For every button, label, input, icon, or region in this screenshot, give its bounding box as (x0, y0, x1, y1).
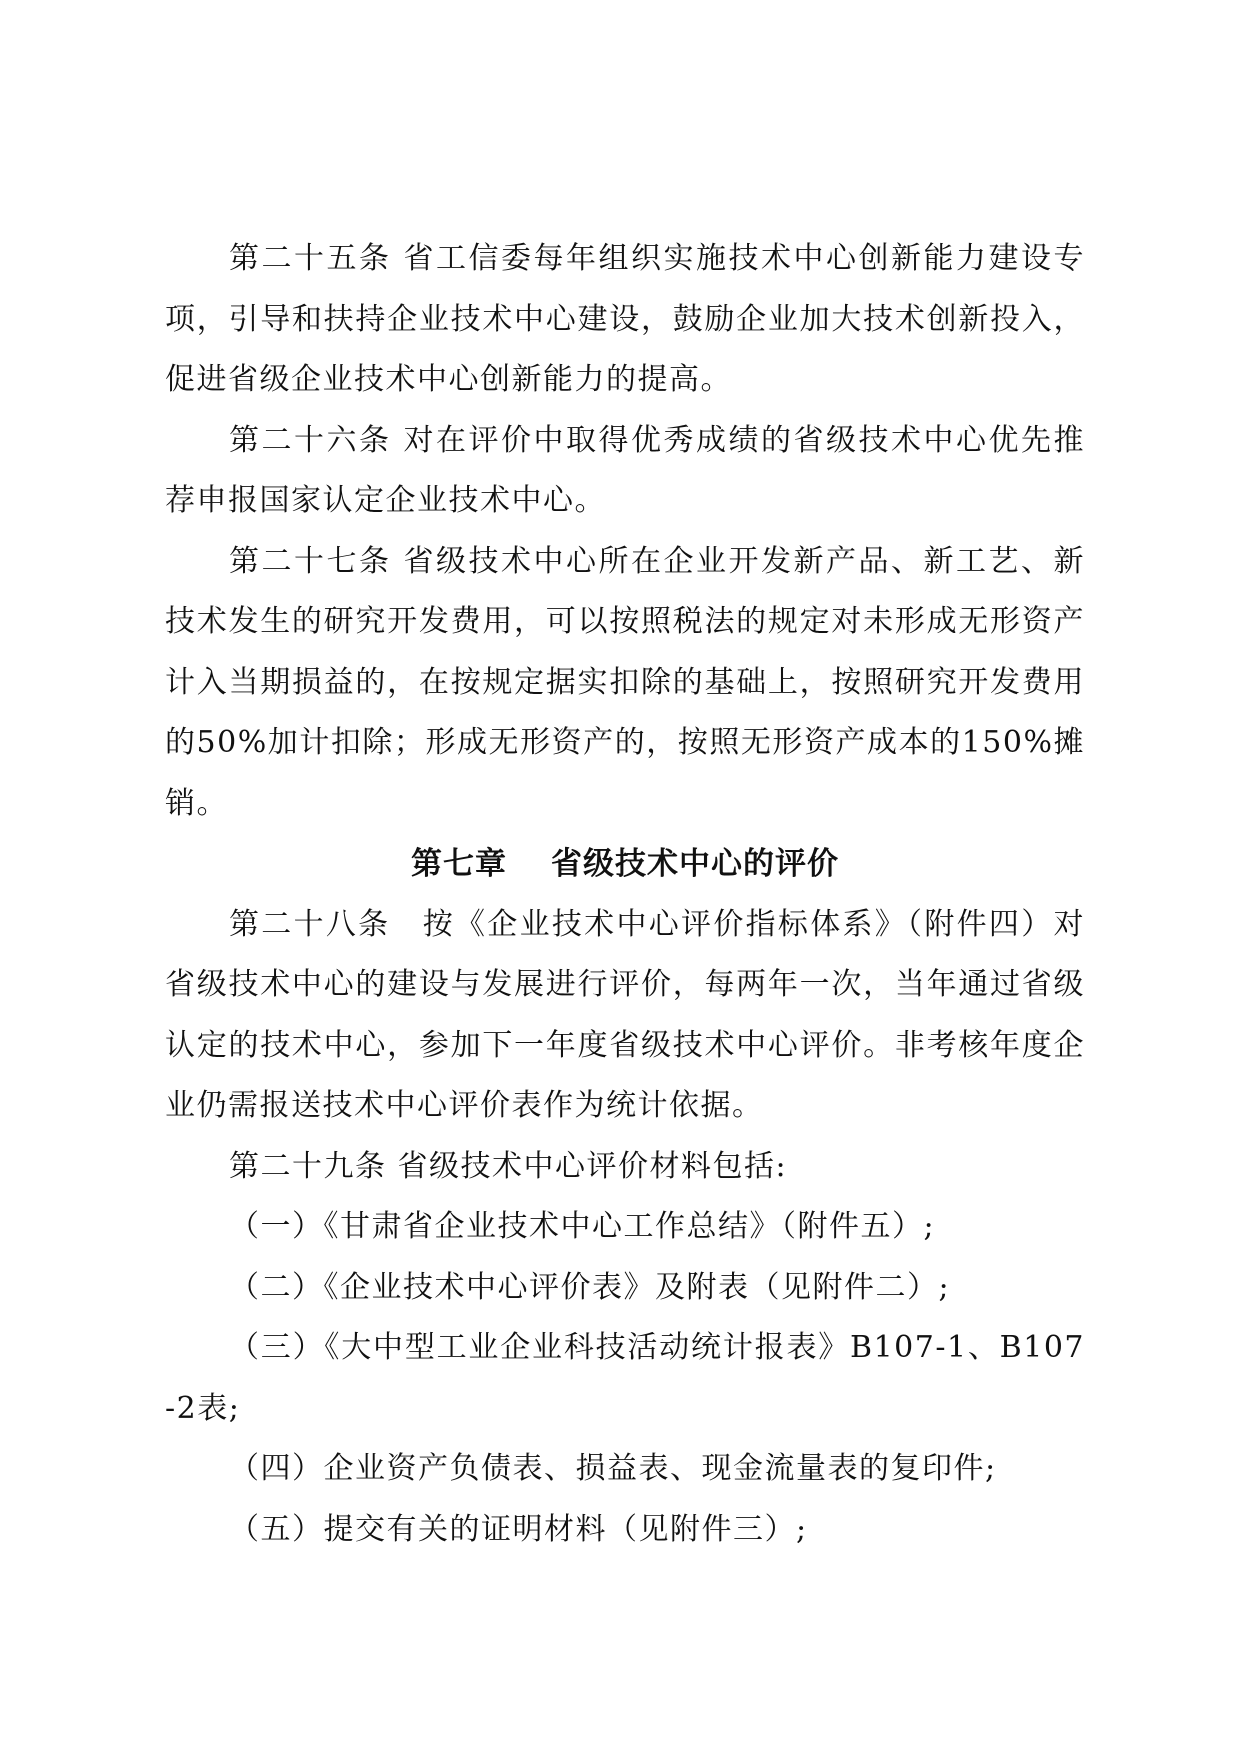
list-item-4: （四）企业资产负债表、损益表、现金流量表的复印件; (229, 1451, 997, 1486)
article-25: 第二十五条 省工信委每年组织实施技术中心创新能力建设专项，引导和扶持企业技术中心建设，鼓励企业加大技术创新投入，促进省级企业技术中心创新能力的提高。 (165, 241, 1085, 397)
list-item-2: （二）《企业技术中心评价表》及附表（见附件二）; (229, 1269, 951, 1305)
article-27: 第二十七条 省级技术中心所在企业开发新产品、新工艺、新技术发生的研究开发费用，可以按照税法的规定对未形成无形资产计入当期损益的，在按规定据实扣除的基础上，按照研究开发费用的50%加计扣除；形成无形资产的，按照无形资产成本的150%摊销。 (165, 543, 1085, 821)
chapter-heading (165, 834, 1085, 895)
chapter-title: 省级技术中心的评价 (551, 846, 839, 882)
article-28: 第二十八条 按《企业技术中心评价指标体系》（附件四）对省级技术中心的建设与发展进行评价，每两年一次，当年通过省级认定的技术中心，参加下一年度省级技术中心评价。非考核年度企业仍需报送技术中心评价表作为统计依据。 (165, 906, 1085, 1123)
article-26: 第二十六条 对在评价中取得优秀成绩的省级技术中心优先推荐申报国家认定企业技术中心。 (165, 422, 1085, 518)
list-item-1: （一）《甘肃省企业技术中心工作总结》（附件五）; (229, 1209, 936, 1244)
list-item-3: （三）《大中型工业企业科技活动统计报表》B107-1、B107-2表; (165, 1330, 1085, 1426)
article-29: 第二十九条 省级技术中心评价材料包括: (229, 1148, 788, 1184)
document-body (165, 229, 1085, 1560)
list-item-5: （五）提交有关的证明材料（见附件三）; (229, 1511, 808, 1547)
chapter-number: 第七章 (411, 846, 507, 882)
